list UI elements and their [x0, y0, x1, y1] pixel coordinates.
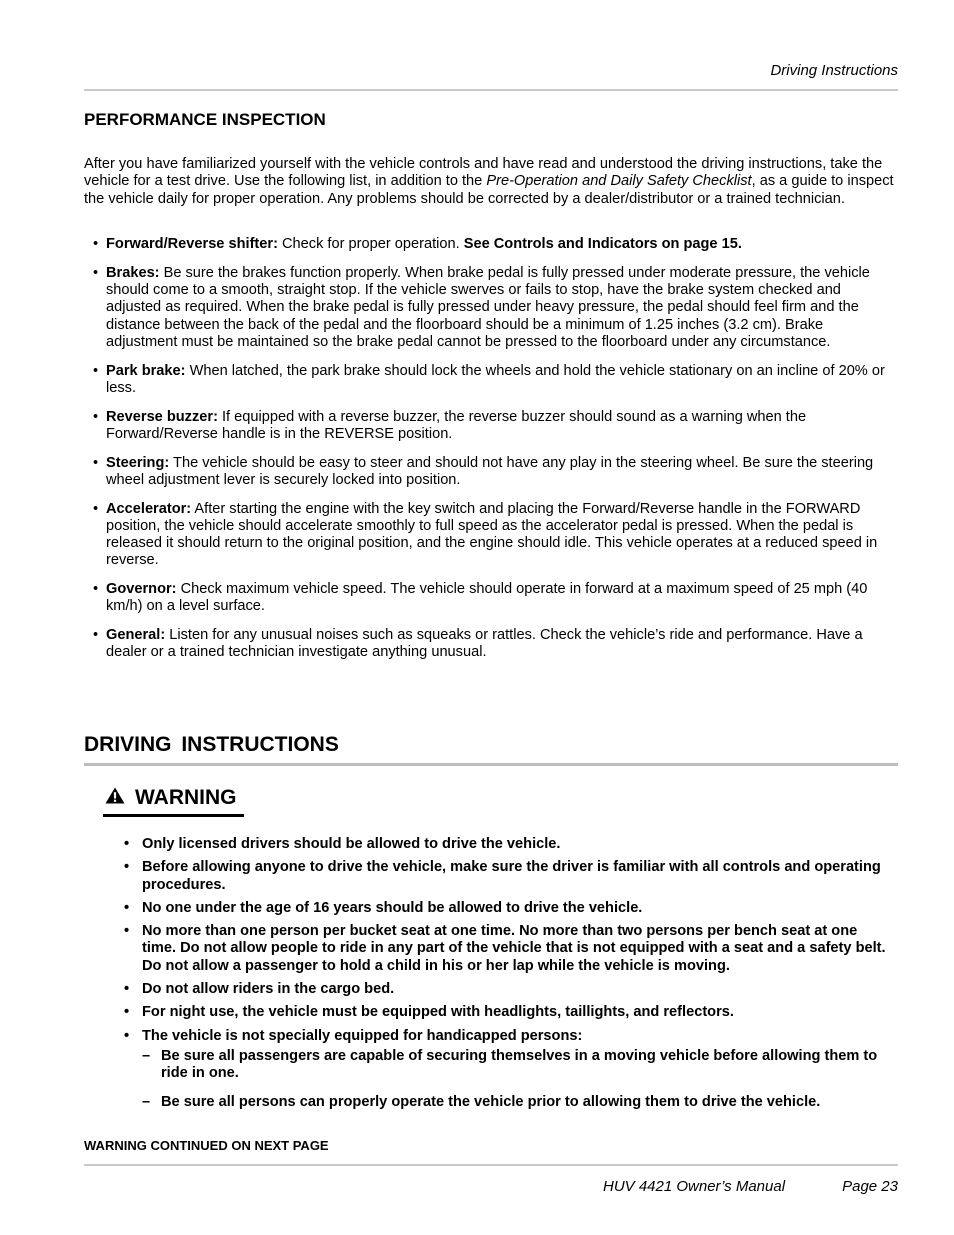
warning-list — [124, 836, 894, 1122]
sub-warning-item — [124, 1094, 894, 1111]
bullet: • — [93, 264, 99, 281]
dash: – — [142, 1047, 151, 1064]
item-text: The vehicle should be easy to steer and should not have any play in the steering wheel. Be sure the steering wheel adjustment lever is securely locked into position. — [106, 454, 874, 488]
bullet: • — [124, 1004, 130, 1021]
intro-paragraph — [84, 156, 898, 208]
warning-item — [124, 836, 894, 853]
item-text: After starting the engine with the key switch and placing the Forward/Reverse handle in the FORWARD position, the vehicle should accelerate smoothly to full speed as the accelerator pedal is pressed. When the pedal is released it should return to the original position, and the engine should idle. This vehicle operates at a reduced speed in reverse. — [106, 500, 878, 569]
list-item — [84, 265, 898, 351]
cross-reference: See Controls and Indicators on page 15. — [463, 236, 742, 252]
sub-warning-list — [124, 1048, 894, 1111]
bullet: • — [124, 899, 130, 916]
warning-text: The vehicle is not specially equipped for handicapped persons: — [142, 1027, 583, 1044]
warning-text: Only licensed drivers should be allowed to drive the vehicle. — [142, 836, 561, 852]
list-item — [84, 236, 898, 253]
item-term: Steering: — [106, 454, 170, 471]
bullet: • — [124, 923, 130, 940]
warning-title — [103, 786, 244, 817]
warning-text: Before allowing anyone to drive the vehicle, make sure the driver is familiar with all controls and operating procedures. — [142, 859, 881, 893]
item-term: Reverse buzzer: — [106, 408, 218, 425]
intro-text-after: , as a guide to inspect the vehicle daily for proper operation. Any problems should be corrected by a dealer/distributor or a trained technician. — [84, 173, 894, 207]
running-header: Driving Instructions — [770, 62, 898, 79]
sub-warning-item — [124, 1048, 894, 1083]
footer-manual-title: HUV 4421 Owner’s Manual — [603, 1178, 786, 1195]
bullet: • — [93, 236, 99, 252]
bullet: • — [93, 500, 99, 517]
warning-text: Do not allow riders in the cargo bed. — [142, 981, 395, 998]
footer-rule — [84, 1164, 898, 1166]
header-rule — [84, 89, 898, 91]
inspection-list — [84, 236, 898, 673]
item-term: Brakes: — [106, 264, 160, 281]
warning-item — [124, 981, 894, 998]
checklist-title: Pre-Operation and Daily Safety Checklist — [486, 173, 752, 190]
list-item — [84, 581, 898, 616]
list-item — [84, 363, 898, 398]
list-item — [84, 455, 898, 490]
sub-warning-text: Be sure all persons can properly operate the vehicle prior to allowing them to drive the vehicle. — [161, 1093, 821, 1110]
footer-page-number: Page 23 — [842, 1178, 898, 1195]
item-term: General: — [106, 627, 166, 644]
bullet: • — [93, 362, 99, 379]
bullet: • — [93, 408, 99, 425]
warning-item — [124, 900, 894, 917]
sub-warning-text: Be sure all passengers are capable of securing themselves in a moving vehicle before allowing them to ride in one. — [161, 1047, 878, 1082]
intro-text-before: After you have familiarized yourself with the vehicle controls and have read and understood the driving instructions, take the vehicle for a test drive. Use the following list, in addition to the — [84, 156, 883, 190]
item-text: Be sure the brakes function properly. When brake pedal is fully pressed under moderate pressure, the vehicle should come to a smooth, straight stop. If the vehicle swerves or fails to stop, have the brake system checked and adjusted as required. When the brake pedal is fully pressed under heavy pressure, the pedal should feel firm and the distance between the back of the pedal and the floorboard should be a minimum of 1.25 inches (3.2 cm). Brake adjustment must be maintained so the brake pedal cannot be pressed to the floorboard under any circumstance. — [106, 264, 870, 350]
item-text: When latched, the park brake should lock the wheels and hold the vehicle stationary on an incline of 20% or less. — [106, 362, 885, 396]
section-heading-driving: DRIVING INSTRUCTIONS — [84, 733, 339, 756]
bullet: • — [124, 859, 130, 876]
bullet: • — [124, 1027, 130, 1044]
list-item — [84, 409, 898, 444]
warning-item — [124, 1004, 894, 1021]
item-text: If equipped with a reverse buzzer, the reverse buzzer should sound as a warning when the Forward/Reverse handle is in the REVERSE position. — [106, 408, 807, 442]
bullet: • — [93, 627, 99, 644]
section-rule — [84, 763, 898, 766]
warning-item — [124, 1028, 894, 1111]
item-term: Park brake: — [106, 362, 186, 379]
item-text: Listen for any unusual noises such as squeaks or rattles. Check the vehicle’s ride and performance. Have a dealer or a trained technician investigate anything unusual. — [106, 627, 863, 661]
bullet: • — [124, 981, 130, 998]
item-term: Accelerator: — [106, 500, 192, 517]
list-item — [84, 627, 898, 662]
dash: – — [142, 1093, 151, 1110]
warning-label: WARNING — [135, 786, 237, 809]
warning-triangle-icon — [103, 786, 135, 810]
warning-item — [124, 859, 894, 894]
bullet: • — [93, 581, 99, 598]
section-heading-performance: PERFORMANCE INSPECTION — [84, 110, 326, 129]
warning-item — [124, 923, 894, 975]
item-term: Governor: — [106, 581, 177, 598]
warning-text: No more than one person per bucket seat at one time. No more than two persons per bench seat at one time. Do not allow people to ride in any part of the vehicle that is not equipped with a seat and a safety belt. Do not allow a passenger to hold a child in his or her lap while the vehicle is moving. — [142, 923, 886, 974]
item-term: Forward/Reverse shifter: — [106, 236, 278, 252]
item-text: Check for proper operation. — [277, 236, 464, 252]
warning-continued-note: WARNING CONTINUED ON NEXT PAGE — [84, 1138, 329, 1153]
warning-text: No one under the age of 16 years should be allowed to drive the vehicle. — [142, 899, 643, 916]
bullet: • — [124, 836, 130, 852]
bullet: • — [93, 454, 99, 471]
warning-text: For night use, the vehicle must be equipped with headlights, taillights, and reflectors. — [142, 1004, 734, 1021]
item-text: Check maximum vehicle speed. The vehicle should operate in forward at a maximum speed of 25 mph (40 km/h) on a level surface. — [106, 581, 868, 615]
list-item — [84, 501, 898, 570]
